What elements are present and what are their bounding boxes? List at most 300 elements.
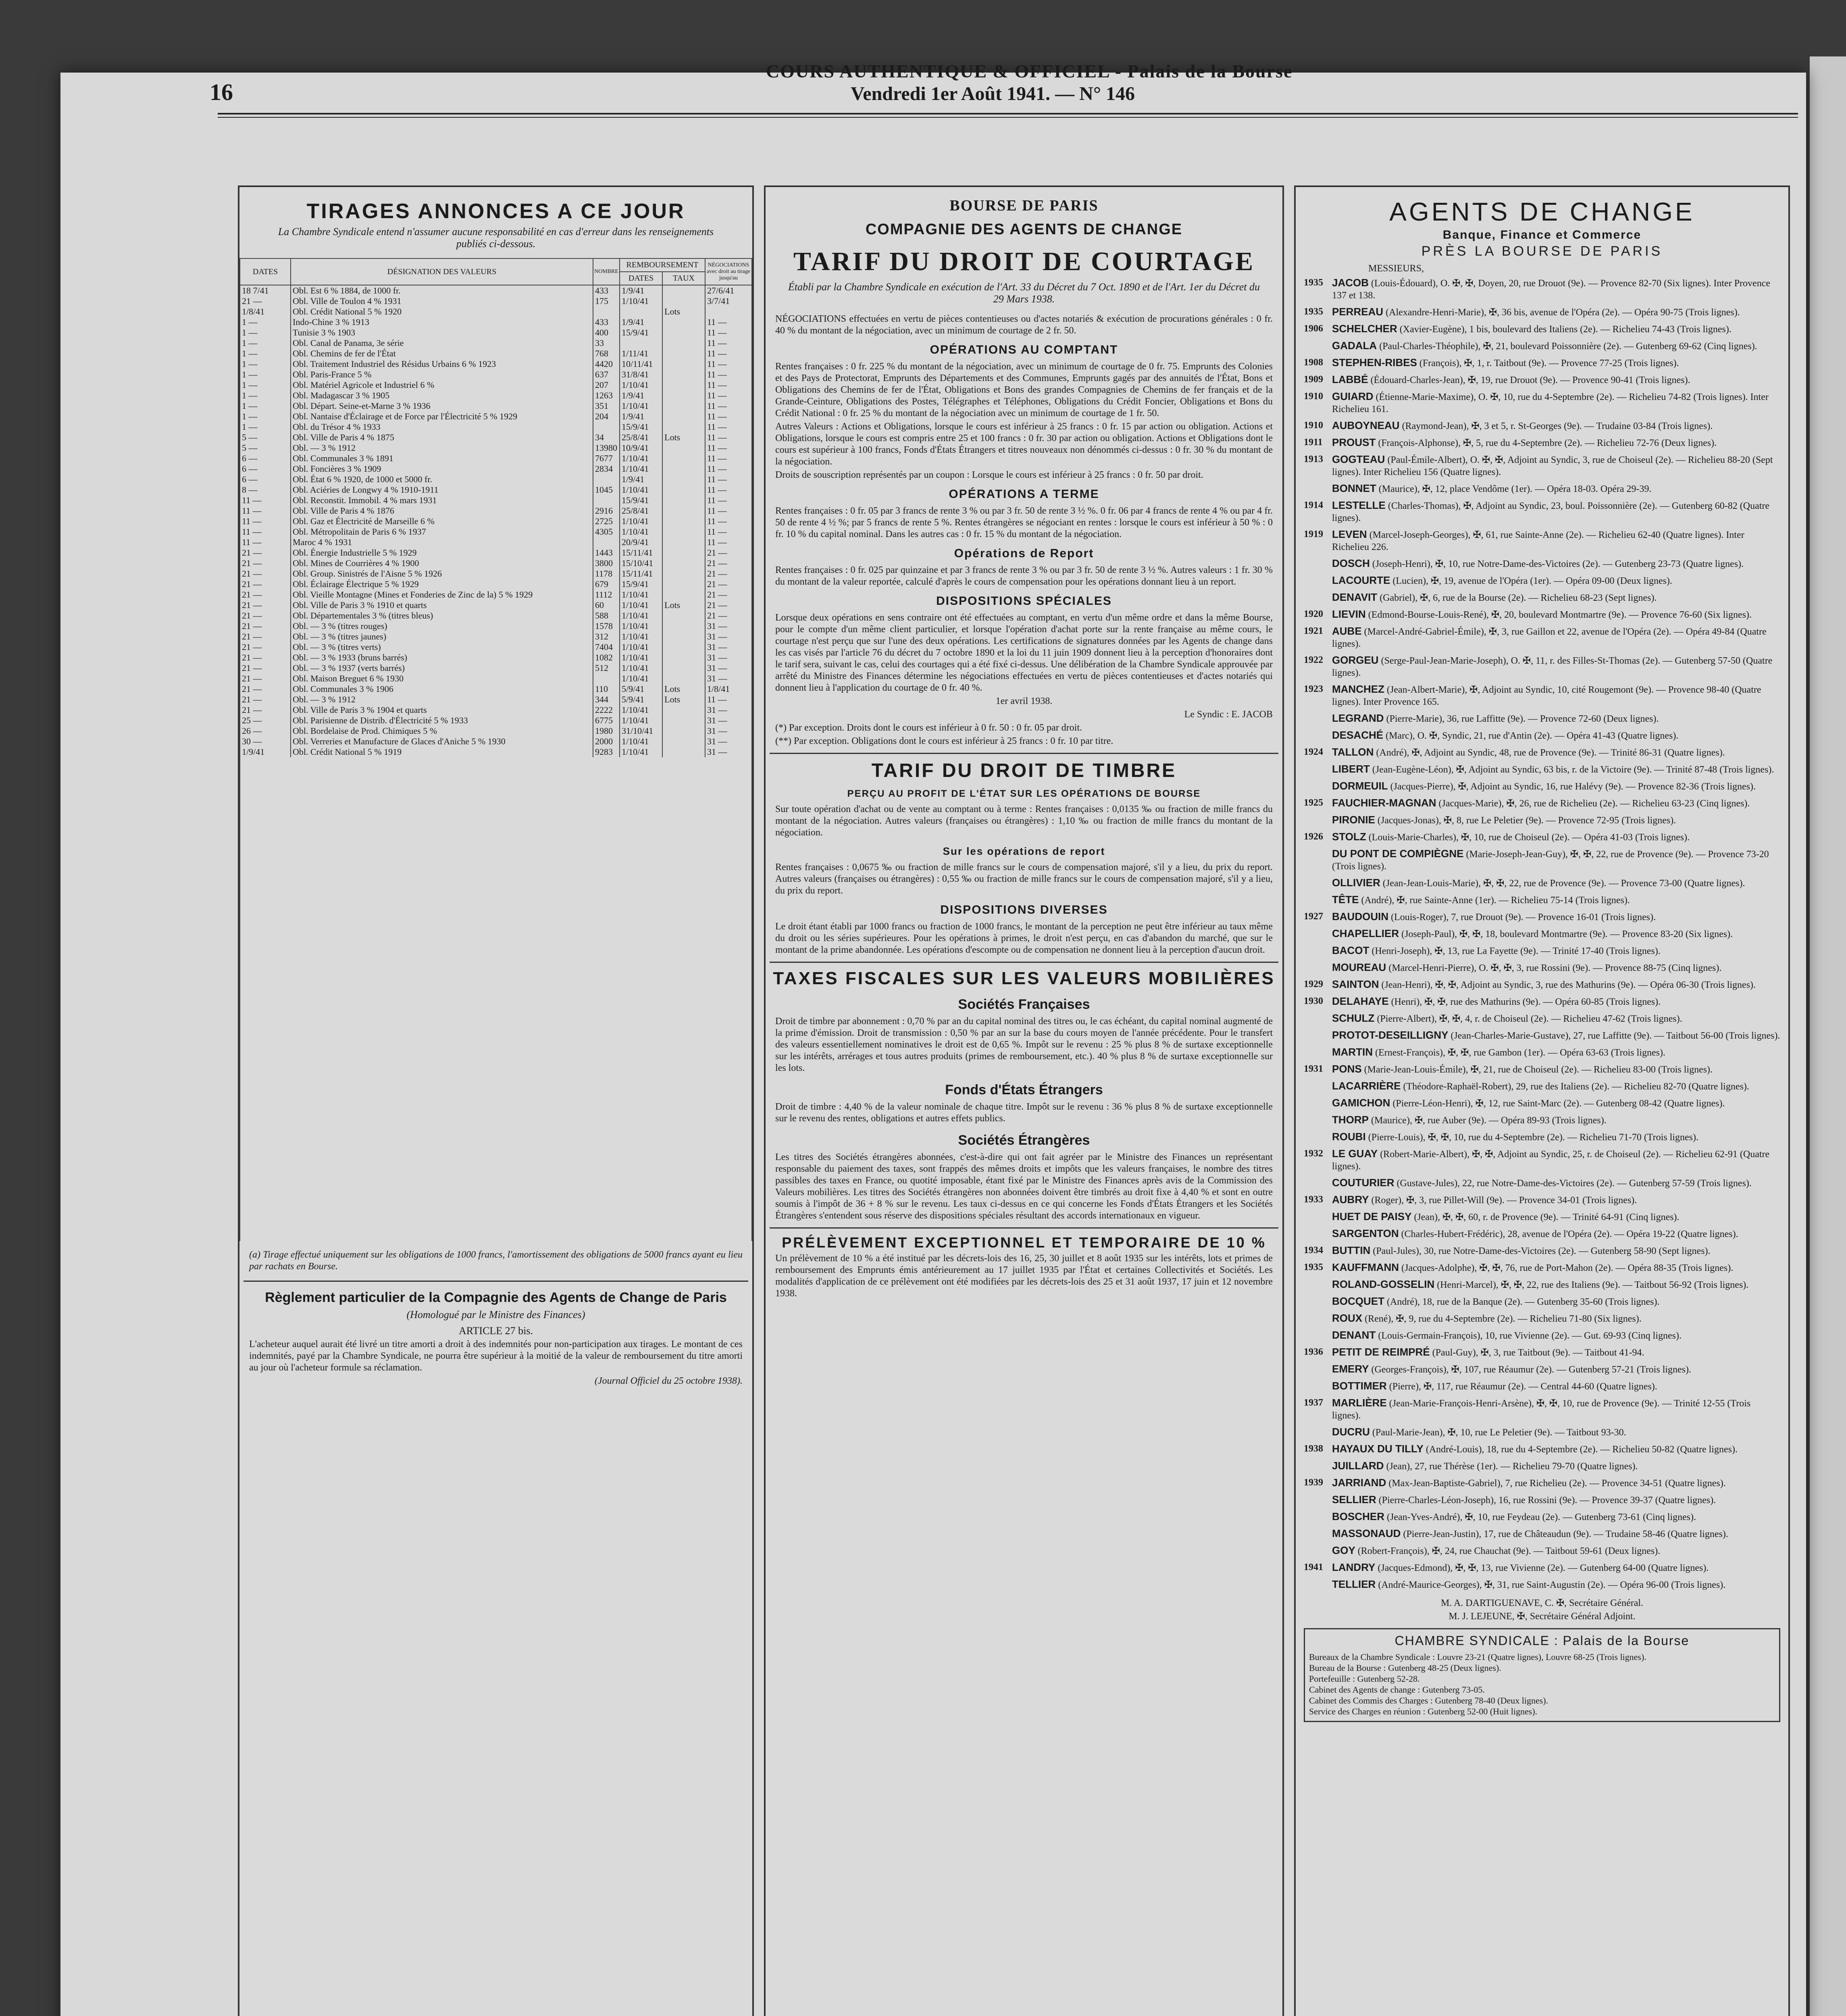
cell-taux [662,338,705,348]
agent-details: (Alexandre-Henri-Marie), ✠, 36 bis, avenue de l'Opéra (2e). — Opéra 90-75 (Trois lignes). [1386,307,1740,318]
agent-details: (Jacques-Pierre), ✠, Adjoint au Syndic, 16, rue Halévy (9e). — Provence 82-36 (Trois lignes). [1390,781,1756,792]
cell-dates: 25/8/41 [620,432,662,443]
agent-entry [1304,1578,1780,1591]
cell-dates: 1/10/41 [620,621,662,631]
cell-neg: 11 — [705,411,752,422]
cell-taux [662,485,705,495]
tirages-column [238,185,754,2016]
agent-name: BOCQUET [1332,1295,1384,1307]
cell-nombre: 9283 [593,747,620,757]
cell-nombre: 1263 [593,390,620,401]
cell-neg: 11 — [705,317,752,327]
cell-designation: Obl. Bordelaise de Prod. Chimiques 5 % [291,726,593,736]
agent-entry [1304,277,1780,302]
section-societes-francaises: Sociétés Françaises [958,997,1090,1012]
table-row [240,380,752,390]
agent-name: MOUREAU [1332,961,1386,973]
agent-entry [1304,1397,1780,1422]
cell-taux [662,411,705,422]
cell-designation: Obl. Métropolitain de Paris 6 % 1937 [291,527,593,537]
agent-details: (Serge-Paul-Jean-Marie-Joseph), O. ✠, 11, r. des Filles-St-Thomas (2e). — Gutenberg 57-50 (Quatre lignes). [1332,656,1773,678]
agent-entry [1304,608,1780,621]
cell-designation: Obl. Vieille Montagne (Mines et Fonderies de Zinc de la) 5 % 1929 [291,589,593,600]
agent-year: 1936 [1304,1347,1323,1357]
agent-name: MARLIÈRE [1332,1397,1387,1409]
cell-neg: 11 — [705,474,752,485]
cell-dates: 15/9/41 [620,579,662,589]
cell-designation: Maroc 4 % 1931 [291,537,593,548]
agent-year: 1906 [1304,323,1323,334]
cell-dates: 1/9/41 [620,317,662,327]
timbre-text: Sur toute opération d'achat ou de vente au comptant ou à terme : Rentes françaises : 0,0135 ‰ ou fraction de mille francs du montant de la négociation. Autres valeurs (françaises ou étrangères) : 1,10 ‰ ou fraction de mille francs du montant de la négociation. [775,804,1273,838]
agent-name: SCHULZ [1332,1012,1375,1024]
agent-entry [1304,831,1780,843]
agent-entry [1304,654,1780,679]
agent-entry [1304,323,1780,335]
agent-name: GOY [1332,1544,1355,1556]
table-row [240,715,752,726]
cell-nombre: 60 [593,600,620,610]
cell-neg: 11 — [705,694,752,705]
agent-year: 1919 [1304,529,1323,539]
cell-taux [662,747,705,757]
agent-details: (Marcel-Joseph-Georges), ✠, 61, rue Sainte-Anne (2e). — Richelieu 62-40 (Quatre lignes). Inter Richelieu 226. [1332,530,1744,552]
agent-details: (André), 18, rue de la Banque (2e). — Gutenberg 35-60 (Trois lignes). [1387,1297,1660,1307]
cell-nombre: 4305 [593,527,620,537]
cell-neg: 11 — [705,537,752,548]
cell-neg: 31 — [705,673,752,684]
col-taux: TAUX [662,272,705,285]
cell-nombre: 2000 [593,736,620,747]
cell-nombre: 1178 [593,569,620,579]
timbre-subtitle: PERÇU AU PROFIT DE L'ÉTAT SUR LES OPÉRATIONS DE BOURSE [847,788,1201,799]
cell-nombre: 3800 [593,558,620,569]
header-rule-2 [218,117,1798,118]
agent-entry [1304,1080,1780,1093]
agent-details: (Paul-Émile-Albert), O. ✠, ✠, Adjoint au Syndic, 3, rue de Choiseul (2e). — Richelieu 88-20 (Sept lignes). Inter Richelieu 156 (Quatre lignes). [1332,455,1773,477]
agent-name: THORP [1332,1114,1369,1126]
agent-name: LANDRY [1332,1561,1376,1573]
agent-name: GOGTEAU [1332,453,1385,465]
courtage-intro: Établi par la Chambre Syndicale en exécution de l'Art. 33 du Décret du 7 Oct. 1890 et de l'Art. 1er du Décret du 29 Mars 1938. [788,281,1260,305]
cell-date: 1 — [240,422,291,432]
cell-taux [662,673,705,684]
chambre-line: Bureaux de la Chambre Syndicale : Louvre 23-21 (Quatre lignes), Louvre 68-25 (Trois lignes). [1309,1652,1646,1662]
societes-francaises-text: Droit de timbre par abonnement : 0,70 % par an du capital nominal des titres ou, le cas échéant, du capital nominal augmenté de la prime d'émission. Droit de transmission : 0,50 % par an sur la base du cours moyen de l'année précédente. Pour le transfert des valeurs essentiellement nominatives le droit est de 0,65 %. Impôt sur le revenu : 25 % plus 8 % de surtaxe exceptionnelle sur les intérêts, arrérages et tous autres produits (primes de remboursement, etc.). 40 % plus 8 % de surtaxe exceptionnelle sur les lots. [775,1016,1273,1073]
section-diverses: DISPOSITIONS DIVERSES [940,903,1108,916]
agent-entry [1304,1210,1780,1223]
cell-dates: 1/10/41 [620,673,662,684]
cell-nombre: 2916 [593,506,620,516]
cell-taux [662,317,705,327]
agent-details: (Jean-Yves-André), ✠, 10, rue Feydeau (2e). — Gutenberg 73-61 (Cinq lignes). [1387,1512,1696,1522]
cell-date: 1 — [240,327,291,338]
agent-name: PIRONIE [1332,814,1375,826]
agent-entry [1304,780,1780,793]
table-row [240,610,752,621]
agent-details: (Charles-Thomas), ✠, Adjoint au Syndic, 23, boul. Poissonnière (2e). — Gutenberg 60-82 (Quatre lignes). [1332,501,1770,523]
agent-details: (Max-Jean-Baptiste-Gabriel), 7, rue Richelieu (2e). — Provence 34-51 (Quatre lignes). [1388,1478,1726,1489]
agent-name: SARGENTON [1332,1227,1399,1239]
speciales-text: Lorsque deux opérations en sens contraire ont été effectuées au comptant, en vertu d'un même ordre et dans la même Bourse, pour le compte d'un même client particulier, et lorsque l'opération d'achat porte sur la rente française au même cours, le courtage n'est perçu que sur l'une des deux opérations. Les certifications de signatures données par les Agents de change dans les cas visés par l'article 76 du décret du 7 octobre 1890 et la loi du 11 juin 1909 donnent lieu à la perception d'honoraires dont le tarif sera, suivant le cas, celui des courtages qui a été fixé ci-dessus. Une délibération de la Chambre Syndicale approuvée par arrêté du Ministre des Finances détermine les négociations effectuées en vertu de pièces contentieuses et d'actes notariés qui donnent lieu à l'application du courtage de 0 fr. 40 %. [775,612,1273,693]
cell-dates: 15/9/41 [620,495,662,506]
agent-entry [1304,1346,1780,1359]
agent-name: OLLIVIER [1332,877,1380,889]
agent-details: (Gabriel), ✠, 6, rue de la Bourse (2e). — Richelieu 68-23 (Sept lignes). [1380,593,1657,603]
agent-entry [1304,390,1780,415]
agent-year: 1930 [1304,996,1323,1006]
cell-date: 26 — [240,726,291,736]
cell-taux [662,285,705,296]
table-header-row [240,258,752,272]
chambre-line: Portefeuille : Gutenberg 52-28. [1309,1674,1420,1684]
cell-designation: Obl. Ville de Paris 3 % 1904 et quarts [291,705,593,715]
cell-date: 1 — [240,348,291,359]
agent-details: (Pierre-Louis), ✠, ✠, 10, rue du 4-Septembre (2e). — Richelieu 71-70 (Trois lignes). [1368,1132,1698,1143]
cell-designation: Obl. Canal de Panama, 3e série [291,338,593,348]
agent-name: MASSONAUD [1332,1527,1401,1539]
cell-neg: 31 — [705,747,752,757]
agents-column [1294,185,1790,2016]
cell-designation: Obl. Mines de Courrières 4 % 1900 [291,558,593,569]
cell-neg: 11 — [705,485,752,495]
cell-designation: Obl. Communales 3 % 1906 [291,684,593,694]
agent-details: (André-Maurice-Georges), ✠, 31, rue Saint-Augustin (2e). — Opéra 96-00 (Trois lignes). [1378,1580,1726,1590]
agent-details: (Xavier-Eugène), 1 bis, boulevard des Italiens (2e). — Richelieu 74-43 (Trois lignes). [1399,324,1732,335]
table-row [240,296,752,306]
cell-dates: 1/10/41 [620,600,662,610]
cell-date: 1 — [240,401,291,411]
cell-designation: Tunisie 3 % 1903 [291,327,593,338]
agent-entry [1304,1380,1780,1393]
agent-entry [1304,1493,1780,1506]
cell-neg: 31 — [705,726,752,736]
agent-details: (Maurice), ✠, 12, place Vendôme (1er). — Opéra 18-03. Opéra 29-39. [1378,484,1652,494]
cell-nombre: 7404 [593,642,620,652]
cell-nombre: 110 [593,684,620,694]
cell-designation: Obl. du Trésor 4 % 1933 [291,422,593,432]
agent-entry [1304,814,1780,827]
cell-neg: 31 — [705,642,752,652]
cell-neg: 11 — [705,464,752,474]
agent-year: 1932 [1304,1148,1323,1159]
agent-entry [1304,1012,1780,1025]
comptant-autres: Autres Valeurs : Actions et Obligations, lorsque le cours est inférieur à 25 francs : 0 fr. 15 par action ou obligation. Actions et Obligations, lorsque le cours est compris entre 25 et 100 francs : 0 fr. 30 par action ou obligation. Actions et Obligations dont le cours est supérieur à 100 francs, Fonds d'États Étrangers et titres nouveaux non dénommés ci-dessus : 0 fr. 30 % du montant de la négociation. [775,421,1273,467]
cell-date: 21 — [240,589,291,600]
cell-designation: Obl. Aciéries de Longwy 4 % 1910-1911 [291,485,593,495]
agent-name: LEVEN [1332,528,1367,540]
agent-details: (Jacques-Jonas), ✠, 8, rue Le Peletier (9e). — Provence 72-95 (Trois lignes). [1377,815,1676,826]
tirages-subtitle: La Chambre Syndicale entend n'assumer aucune responsabilité en cas d'erreur dans les renseignements publiés ci-dessous. [278,226,714,250]
cell-neg: 21 — [705,579,752,589]
agent-name: PONS [1332,1063,1362,1075]
agent-details: (Louis-Roger), 7, rue Drouot (9e). — Provence 16-01 (Trois lignes). [1391,912,1656,923]
cell-date: 1 — [240,380,291,390]
table-row [240,327,752,338]
cell-date: 21 — [240,600,291,610]
agent-entry [1304,746,1780,759]
agent-details: (André), ✠, rue Sainte-Anne (1er). — Richelieu 75-14 (Trois lignes). [1361,895,1630,906]
agent-entry [1304,1261,1780,1274]
agent-entry [1304,961,1780,974]
cell-designation: Obl. Reconstit. Immobil. 4 % mars 1931 [291,495,593,506]
cell-designation: Obl. Gaz et Électricité de Marseille 6 % [291,516,593,527]
cell-neg: 11 — [705,506,752,516]
cell-taux [662,359,705,369]
cell-taux: Lots [662,432,705,443]
cell-taux [662,610,705,621]
comptant-rentes: Rentes françaises : 0 fr. 225 % du montant de la négociation, avec un minimum de courtage de 0 fr. 75. Emprunts des Colonies et des Pays de Protectorat, Emprunts des Départements et des Communes, Emprunts gagés par des annuités de l'État, Bons et Obligations des Chemins de fer de l'État, Obligations et Bons des grandes Compagnies de Chemins de fer français et de la Grande-Ceinture, Obligations des Postes, Télégraphes et Téléphones, Obligations du Crédit Foncier, Obligations et Bons du Crédit National : 0 fr. 25 % du montant de la négociation avec un minimum de courtage de 1 fr. 50. [775,361,1273,419]
cell-nombre: 433 [593,317,620,327]
section-comptant: OPÉRATIONS AU COMPTANT [930,343,1118,356]
cell-taux [662,348,705,359]
cell-taux [662,589,705,600]
cell-dates [620,306,662,317]
cell-nombre: 4420 [593,359,620,369]
cell-dates: 1/10/41 [620,296,662,306]
agent-details: (Louis-Édouard), O. ✠, ✠, Doyen, 20, rue Drouot (9e). — Provence 82-70 (Six lignes). Inter Provence 137 et 138. [1332,278,1770,301]
agent-entry [1304,1063,1780,1076]
cell-neg: 11 — [705,380,752,390]
cell-designation: Obl. Ville de Paris 4 % 1876 [291,506,593,516]
agent-details: (Edmond-Bourse-Louis-René), ✠, 20, boulevard Montmartre (9e). — Provence 76-60 (Six lignes). [1368,610,1752,620]
col-designation: DÉSIGNATION DES VALEURS [291,258,593,285]
agents-sub1: Banque, Finance et Commerce [1442,228,1642,242]
cell-dates [620,338,662,348]
cell-nombre: 33 [593,338,620,348]
cell-nombre: 1980 [593,726,620,736]
col-dates: DATES [240,258,291,285]
cell-dates: 15/9/41 [620,327,662,338]
agent-entry [1304,1114,1780,1127]
agent-name: CHAPELLIER [1332,927,1399,939]
agent-name: LACOURTE [1332,574,1390,586]
table-row [240,453,752,464]
cell-dates: 5/9/41 [620,694,662,705]
tarif-syndic: Le Syndic : E. JACOB [1184,709,1273,720]
cell-nombre: 204 [593,411,620,422]
agent-name: BAUDOUIN [1332,910,1389,923]
cell-nombre: 1578 [593,621,620,631]
agent-name: TALLON [1332,746,1374,758]
agent-entry [1304,1426,1780,1439]
agent-name: SCHELCHER [1332,323,1397,335]
cell-date: 1 — [240,369,291,380]
agent-name: BACOT [1332,944,1369,956]
cell-neg: 21 — [705,558,752,569]
agent-name: LESTELLE [1332,499,1386,511]
table-row [240,411,752,422]
cell-nombre: 6775 [593,715,620,726]
agent-year: 1922 [1304,655,1323,665]
comptant-droits: Droits de souscription représentés par un coupon : Lorsque le cours est inférieur à 25 francs : 0 fr. 50 par droit. [775,470,1203,480]
chambre-title: CHAMBRE SYNDICALE : Palais de la Bourse [1394,1633,1690,1648]
agent-name: SAINTON [1332,978,1379,990]
agent-year: 1911 [1304,437,1323,448]
agent-details: (Ernest-François), ✠, ✠, rue Gambon (1er). — Opéra 63-63 (Trois lignes). [1375,1048,1665,1058]
agent-details: (Louis-Germain-François), 10, rue Vivienne (2e). — Gut. 69-93 (Cinq lignes). [1378,1331,1682,1341]
table-row [240,631,752,642]
table-row [240,652,752,663]
agent-year: 1933 [1304,1194,1323,1205]
agent-year: 1938 [1304,1443,1323,1454]
cell-dates: 1/10/41 [620,453,662,464]
article-source: (Journal Officiel du 25 octobre 1938). [594,1376,743,1386]
agent-name: FAUCHIER-MAGNAN [1332,797,1436,809]
table-row [240,516,752,527]
cell-taux [662,705,705,715]
cell-designation: Obl. Paris-France 5 % [291,369,593,380]
agent-details: (Paul-Guy), ✠, 3, rue Taitbout (9e). — Taitbout 41-94. [1432,1347,1644,1358]
agent-entry [1304,893,1780,906]
cell-date: 8 — [240,485,291,495]
table-row [240,537,752,548]
cell-taux [662,631,705,642]
agent-entry [1304,1148,1780,1173]
cell-dates: 1/10/41 [620,610,662,621]
agent-entry [1304,995,1780,1008]
agent-details: (Henri-Marcel), ✠, ✠, 22, rue des Italiens (9e). — Taitbout 56-92 (Trois lignes). [1437,1280,1749,1290]
article-title: ARTICLE 27 bis. [458,1325,533,1337]
agent-details: (Théodore-Raphaël-Robert), 29, rue des Italiens (2e). — Richelieu 82-70 (Quatre lignes). [1403,1081,1749,1092]
table-row [240,359,752,369]
cell-nombre: 512 [593,663,620,673]
agent-entry [1304,557,1780,570]
agent-name: DELAHAYE [1332,995,1389,1007]
agent-details: (Robert-Marie-Albert), ✠, ✠, Adjoint au Syndic, 25, r. de Choiseul (2e). — Richelieu 62-91 (Quatre lignes). [1332,1149,1770,1172]
agent-details: (Pierre-Charles-Léon-Joseph), 16, rue Rossini (9e). — Provence 39-37 (Quatre lignes). [1378,1495,1716,1506]
agent-entry [1304,712,1780,725]
cell-neg: 21 — [705,610,752,621]
cell-taux: Lots [662,684,705,694]
agent-name: PERREAU [1332,306,1384,318]
table-row [240,663,752,673]
cell-taux [662,474,705,485]
cell-taux [662,527,705,537]
table-row [240,527,752,537]
chambre-line: Cabinet des Commis des Charges : Gutenberg 78-40 (Deux lignes). [1309,1695,1548,1706]
agent-details: (Pierre-Léon-Henri), ✠, 12, rue Saint-Marc (2e). — Gutenberg 08-42 (Quatre lignes). [1392,1098,1725,1109]
agent-details: (Maurice), ✠, rue Auber (9e). — Opéra 89-93 (Trois lignes). [1371,1115,1607,1126]
cell-taux [662,548,705,558]
section-speciales: DISPOSITIONS SPÉCIALES [936,594,1112,608]
agent-details: (Pierre), ✠, 117, rue Réaumur (2e). — Central 44-60 (Quatre lignes). [1389,1381,1657,1392]
cell-neg: 21 — [705,569,752,579]
table-row [240,569,752,579]
cell-date: 1 — [240,390,291,401]
cell-designation: Obl. — 3 % 1937 (verts barrés) [291,663,593,673]
agent-year: 1935 [1304,1262,1323,1272]
agent-name: LE GUAY [1332,1148,1378,1160]
cell-date: 30 — [240,736,291,747]
cell-neg: 31 — [705,705,752,715]
cell-date: 11 — [240,537,291,548]
agent-name: LEGRAND [1332,712,1384,724]
agent-details: (Gustave-Jules), 22, rue Notre-Dame-des-Victoires (2e). — Gutenberg 57-59 (Trois lignes). [1396,1178,1752,1189]
agent-name: PROTOT-DESEILLIGNY [1332,1029,1448,1041]
cell-taux [662,464,705,474]
bourse-title: BOURSE DE PARIS [949,197,1099,214]
terme-text: Rentes françaises : 0 fr. 05 par 3 francs de rente 3 % ou par 3 fr. 50 de rente 3 ½ %. 0 fr. 06 par 4 francs de rente 4 % ou par 4 fr. 50 de rente 4 ½ %; par 5 francs de rente 5 %. Rentes étrangères se négociant en rentes : lorsque le cours est inférieur à 50 % : 0 fr. 10 % du capital nominal. Dans les autres cas : 0 fr. 15 % du montant de la négociation. [775,506,1273,539]
divider [243,1281,748,1282]
cell-dates: 1/9/41 [620,474,662,485]
table-row [240,736,752,747]
prelevement-title: PRÉLÈVEMENT EXCEPTIONNEL ET TEMPORAIRE DE 10 % [782,1234,1266,1251]
agent-year: 1941 [1304,1562,1323,1572]
cell-nombre [593,537,620,548]
cell-neg: 11 — [705,338,752,348]
agent-details: (Georges-François), ✠, 107, rue Réaumur (2e). — Gutenberg 57-21 (Trois lignes). [1371,1364,1692,1375]
cell-date: 18 7/41 [240,285,291,296]
cell-designation: Obl. Chemins de fer de l'État [291,348,593,359]
cell-neg: 11 — [705,453,752,464]
cell-designation: Obl. Nantaise d'Éclairage et de Force par l'Électricité 5 % 1929 [291,411,593,422]
cell-neg: 11 — [705,390,752,401]
agent-name: HUET DE PAISY [1332,1210,1412,1223]
agent-name: AUBRY [1332,1193,1369,1206]
agent-entry [1304,1177,1780,1189]
secretaire-adjoint: M. J. LEJEUNE, ✠, Secrétaire Général Adjoint. [1448,1611,1636,1622]
agent-entry [1304,339,1780,352]
cell-nombre: 1112 [593,589,620,600]
agent-name: LIEVIN [1332,608,1366,620]
cell-taux [662,495,705,506]
table-row [240,464,752,474]
agent-name: GADALA [1332,339,1377,352]
agent-details: (Jean), 27, rue Thérèse (1er). — Richelieu 79-70 (Quatre lignes). [1386,1461,1638,1472]
cell-nombre: 1082 [593,652,620,663]
cell-taux [662,579,705,589]
agent-name: DOSCH [1332,557,1370,569]
cell-designation: Obl. Départementales 3 % (titres bleus) [291,610,593,621]
cell-designation: Obl. — 3 % (titres rouges) [291,621,593,631]
cell-nombre: 2725 [593,516,620,527]
agent-entry [1304,574,1780,587]
page-number: 16 [210,79,233,105]
agent-entry [1304,683,1780,708]
cell-nombre: 7677 [593,453,620,464]
cell-dates: 1/10/41 [620,736,662,747]
table-row [240,642,752,652]
agent-details: (André-Louis), 18, rue du 4-Septembre (2e). — Richelieu 50-82 (Quatre lignes). [1426,1444,1738,1455]
chambre-line: Service des Charges en réunion : Gutenberg 52-00 (Huit lignes). [1309,1706,1538,1716]
agent-details: (André), ✠, Adjoint au Syndic, 48, rue de Provence (9e). — Trinité 86-31 (Quatre lignes). [1376,748,1725,758]
agent-year: 1913 [1304,454,1323,464]
cell-date: 11 — [240,527,291,537]
cell-date: 21 — [240,579,291,589]
agent-entry [1304,1527,1780,1540]
agent-name: PROUST [1332,436,1376,448]
tarif-note-1: (*) Par exception. Droits dont le cours est inférieur à 0 fr. 50 : 0 fr. 05 par droit. [775,723,1082,733]
secretaire-general: M. A. DARTIGUENAVE, C. ✠, Secrétaire Général. [1440,1598,1644,1608]
agent-entry [1304,1193,1780,1206]
adjacent-page-edge [1810,56,1846,2016]
cell-designation: Obl. Est 6 % 1884, de 1000 fr. [291,285,593,296]
negociations-text: NÉGOCIATIONS effectuées en vertu de pièces contentieuses ou d'actes notariés & exécution de procurations générales : 0 fr. 40 % du montant de la négociation, avec un minimum de courtage de 2 fr. 50. [775,314,1273,336]
agents-title: AGENTS DE CHANGE [1389,197,1695,226]
cell-neg: 11 — [705,359,752,369]
cell-designation: Obl. — 3 % (titres jaunes) [291,631,593,642]
agent-entry [1304,1046,1780,1059]
table-row [240,684,752,694]
agent-details: (René), ✠, 9, rue du 4-Septembre (2e). — Richelieu 71-80 (Six lignes). [1365,1314,1642,1324]
cell-neg: 31 — [705,652,752,663]
cell-dates: 31/8/41 [620,369,662,380]
cell-nombre: 1443 [593,548,620,558]
cell-taux [662,736,705,747]
col-nombre: NOMBRE [593,258,620,285]
agent-name: PETIT DE REIMPRÉ [1332,1346,1430,1358]
